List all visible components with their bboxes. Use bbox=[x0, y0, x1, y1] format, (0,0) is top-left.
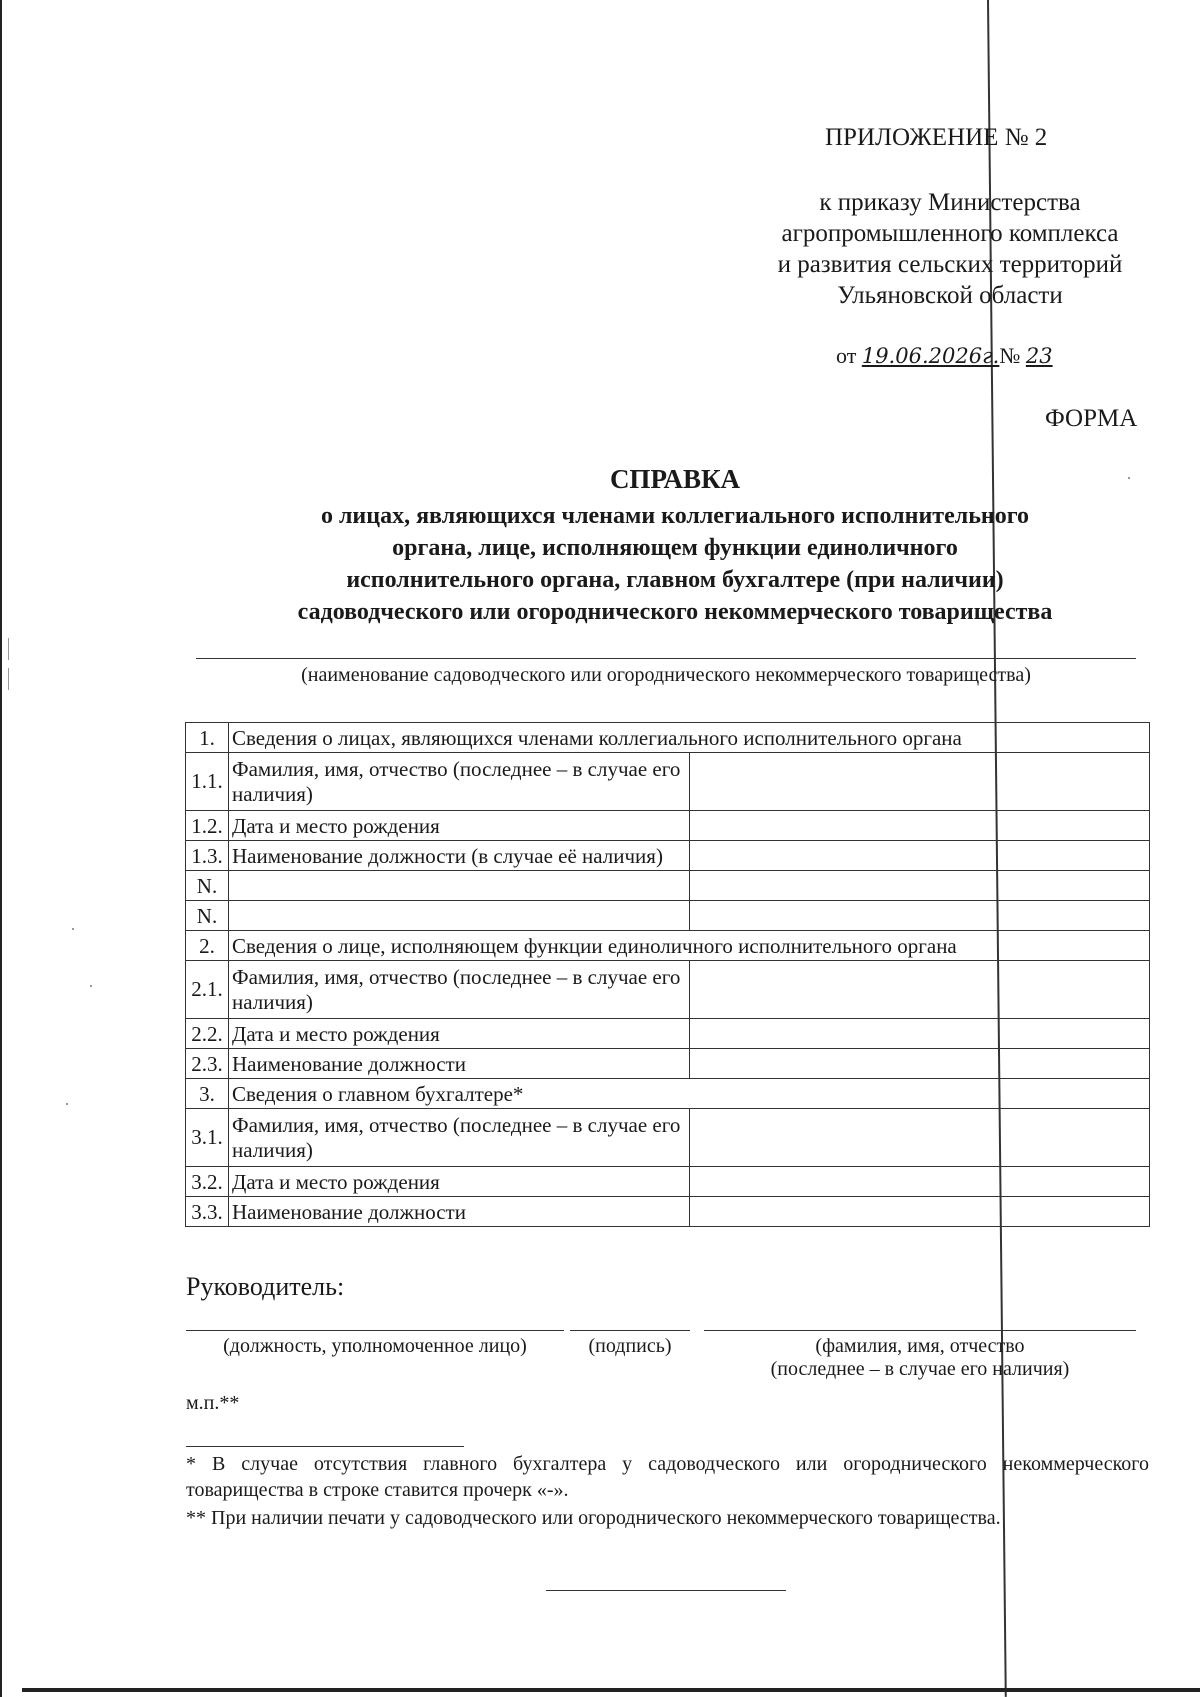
date-prefix: от bbox=[836, 343, 857, 368]
full-name-caption bbox=[704, 1335, 1136, 1381]
table-row bbox=[186, 811, 1150, 841]
full-name-caption-line: (фамилия, имя, отчество bbox=[815, 1335, 1025, 1357]
value-cell[interactable] bbox=[689, 1109, 1150, 1167]
order-line: Ульяновской области bbox=[837, 282, 1063, 309]
row-label: Фамилия, имя, отчество (последнее – в случае его наличия) bbox=[229, 1109, 690, 1167]
stamp-place: м.п.** bbox=[186, 1392, 240, 1414]
form-label: ФОРМА bbox=[1045, 405, 1138, 432]
full-name-field[interactable] bbox=[704, 1330, 1136, 1331]
position-field[interactable] bbox=[186, 1330, 564, 1331]
value-cell[interactable] bbox=[689, 961, 1150, 1019]
row-label: Дата и место рождения bbox=[229, 1019, 690, 1049]
order-line: к приказу Министерства bbox=[819, 189, 1081, 216]
row-number: 2.1. bbox=[186, 961, 229, 1019]
number-prefix: № bbox=[999, 343, 1021, 368]
value-cell[interactable] bbox=[689, 901, 1150, 931]
value-cell[interactable] bbox=[689, 1019, 1150, 1049]
info-table bbox=[185, 722, 1150, 1227]
scan-edge-left bbox=[0, 0, 2, 1697]
section-title: Сведения о лицах, являющихся членами коллегиального исполнительного органа bbox=[229, 723, 1150, 753]
row-number: N. bbox=[186, 901, 229, 931]
subtitle-line: исполнительного органа, главном бухгалтере (при наличии) bbox=[346, 567, 1004, 593]
signature-field[interactable] bbox=[570, 1330, 690, 1331]
row-label[interactable] bbox=[229, 901, 690, 931]
order-reference bbox=[740, 187, 1160, 311]
row-label: Дата и место рождения bbox=[229, 1167, 690, 1197]
value-cell[interactable] bbox=[689, 1049, 1150, 1079]
full-name-caption-line: (последнее – в случае его наличия) bbox=[770, 1358, 1070, 1380]
section-title: Сведения о лице, исполняющем функции единоличного исполнительного органа bbox=[229, 931, 1150, 961]
value-cell[interactable] bbox=[689, 1167, 1150, 1197]
row-number: 3.1. bbox=[186, 1109, 229, 1167]
row-label: Дата и место рождения bbox=[229, 811, 690, 841]
table-row bbox=[186, 753, 1150, 811]
section-row bbox=[186, 723, 1150, 753]
subtitle-line: садоводческого или огороднического некоммерческого товарищества bbox=[297, 599, 1053, 625]
head-label: Руководитель: bbox=[186, 1272, 345, 1301]
table-row bbox=[186, 871, 1150, 901]
section-row bbox=[186, 1079, 1150, 1109]
table-row bbox=[186, 841, 1150, 871]
row-number: 3.2. bbox=[186, 1167, 229, 1197]
handwritten-number: 23 bbox=[1025, 344, 1053, 368]
value-cell[interactable] bbox=[689, 841, 1150, 871]
organization-name-caption: (наименование садоводческого или огороднического некоммерческого товарищества) bbox=[301, 664, 1031, 686]
table-row bbox=[186, 961, 1150, 1019]
value-cell[interactable] bbox=[689, 753, 1150, 811]
row-number: 2.3. bbox=[186, 1049, 229, 1079]
row-number: 2. bbox=[186, 931, 229, 961]
scan-edge-bottom bbox=[22, 1688, 1200, 1692]
section-title: Сведения о главном бухгалтере* bbox=[229, 1079, 1150, 1109]
table-row bbox=[186, 1019, 1150, 1049]
value-cell[interactable] bbox=[689, 871, 1150, 901]
row-number: 1.3. bbox=[186, 841, 229, 871]
footnote-1: * В случае отсутствия главного бухгалтера у садоводческого или огороднического некоммерческого товарищества в строке ставится прочерк «-». bbox=[186, 1453, 1149, 1501]
bottom-rule bbox=[546, 1590, 786, 1591]
row-number: 1.1. bbox=[186, 753, 229, 811]
row-label: Фамилия, имя, отчество (последнее – в случае его наличия) bbox=[229, 753, 690, 811]
row-label: Наименование должности bbox=[229, 1197, 690, 1227]
organization-name-field[interactable] bbox=[196, 658, 1136, 659]
document-heading: СПРАВКА bbox=[609, 464, 741, 494]
value-cell[interactable] bbox=[689, 1197, 1150, 1227]
handwritten-date: 19.06.2026г. bbox=[861, 344, 1000, 368]
order-line: агропромышленного комплекса bbox=[781, 220, 1119, 247]
table-row bbox=[186, 901, 1150, 931]
table-row bbox=[186, 1109, 1150, 1167]
document-subtitle bbox=[180, 500, 1170, 628]
value-cell[interactable] bbox=[689, 811, 1150, 841]
subtitle-line: о лицах, являющихся членами коллегиального исполнительного bbox=[320, 503, 1030, 529]
footnote-2: ** При наличии печати у садоводческого или огороднического некоммерческого товарищества. bbox=[186, 1507, 1001, 1529]
footnote-separator bbox=[186, 1446, 464, 1447]
scan-speck bbox=[90, 985, 92, 987]
row-number: 3. bbox=[186, 1079, 229, 1109]
row-number: 3.3. bbox=[186, 1197, 229, 1227]
order-date-line bbox=[836, 343, 1053, 369]
section-row bbox=[186, 931, 1150, 961]
table-row bbox=[186, 1167, 1150, 1197]
table-row bbox=[186, 1049, 1150, 1079]
scan-mark bbox=[8, 638, 9, 660]
row-number: 1. bbox=[186, 723, 229, 753]
order-line: и развития сельских территорий bbox=[777, 251, 1123, 278]
appendix-title: ПРИЛОЖЕНИЕ № 2 bbox=[825, 124, 1048, 151]
row-label: Фамилия, имя, отчество (последнее – в случае его наличия) bbox=[229, 961, 690, 1019]
row-number: 1.2. bbox=[186, 811, 229, 841]
scan-mark bbox=[8, 668, 9, 690]
signature-caption: (подпись) bbox=[588, 1335, 672, 1357]
row-label: Наименование должности (в случае её наличия) bbox=[229, 841, 690, 871]
row-number: 2.2. bbox=[186, 1019, 229, 1049]
row-label[interactable] bbox=[229, 871, 690, 901]
table-row bbox=[186, 1197, 1150, 1227]
subtitle-line: органа, лице, исполняющем функции единоличного bbox=[392, 535, 958, 561]
scan-speck bbox=[66, 1103, 68, 1105]
row-number: N. bbox=[186, 871, 229, 901]
scan-speck bbox=[72, 928, 74, 930]
position-caption: (должность, уполномоченное лицо) bbox=[223, 1335, 527, 1357]
row-label: Наименование должности bbox=[229, 1049, 690, 1079]
